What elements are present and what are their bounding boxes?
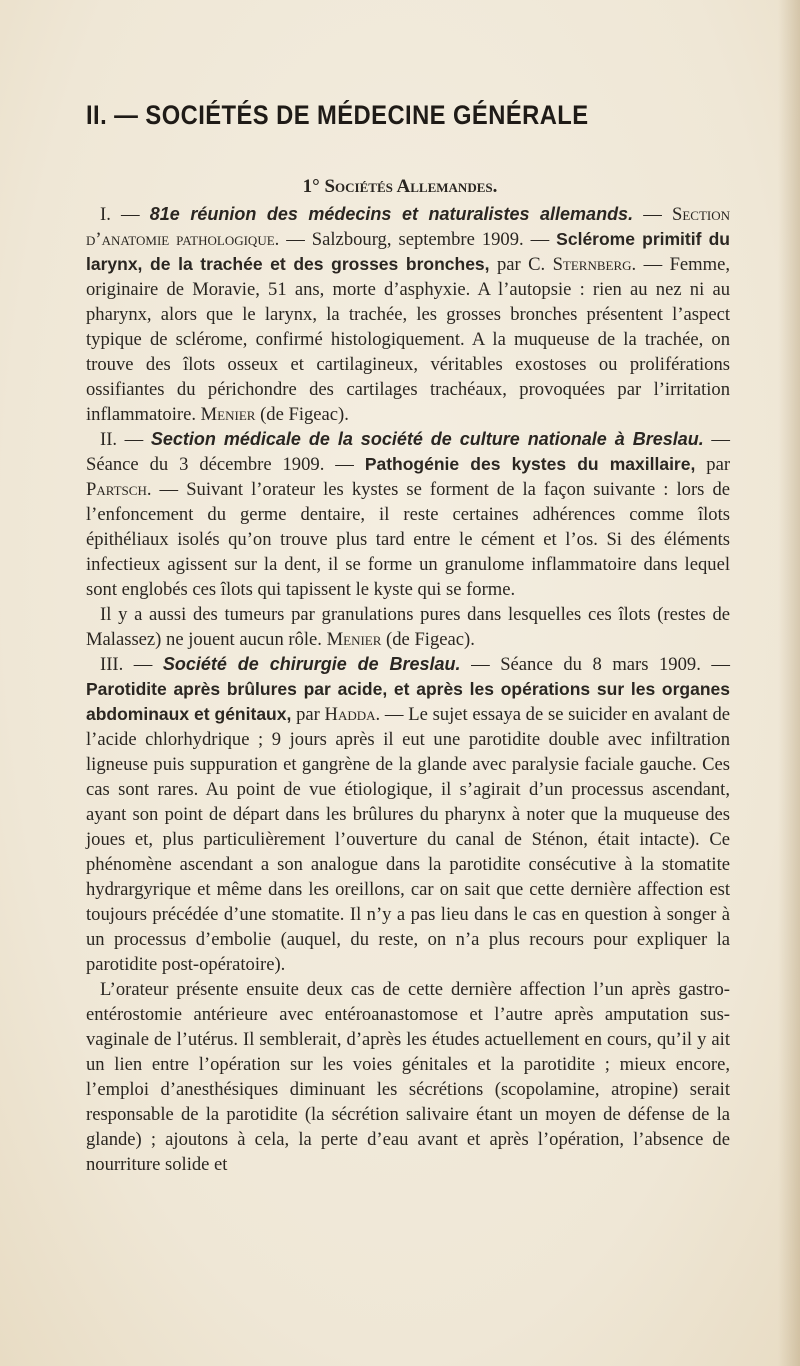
section-name: Section d’anatomie pathologique. xyxy=(86,204,731,250)
paragraph-text: — Suivant l’orateur les kystes se forment de la façon suivante : lors de l’enfoncement du germe dentaire, il reste certaines adhérences comme îlots épithéliaux isolés qu’on trouve plus tard entre le cément et l’os. Si des éléments infectieux agissent sur la dent, il se forme un granulome inflammatoire dans lequel sont englobés ces îlots qui tapissent le kyste qui se forme. xyxy=(86,479,730,600)
article-title: Sclérome primitif du larynx, de la trachée et des grosses bronches, xyxy=(86,229,730,274)
text-run: (de Figeac). xyxy=(381,629,475,650)
text-run: — Salzbourg, septembre 1909. — xyxy=(279,229,557,250)
paragraph-4 xyxy=(86,652,730,977)
society-title: Société de chirurgie de Breslau. xyxy=(162,654,461,674)
paragraph-text: L’orateur présente ensuite deux cas de cette dernière affection l’un après gastro-entérostomie antérieure avec entéroanastomose et l’autre après amputation sus-vaginale de l’utérus. Il semblerait, d’après les études actuellement en cours, qu’il y ait un lien entre l’opération sur les voies génitales et la parotidite ; mieux encore, l’emploi d’anesthésiques diminuant les sécrétions (scopolamine, atropine) serait responsable de la parotidite (la sécrétion salivaire étant un moyen de défense de la glande) ; ajoutons à cela, la perte d’eau avant et après l’opération, l’absence de nourriture solide et xyxy=(86,979,730,1175)
text-run: — xyxy=(633,204,673,225)
text-run: par xyxy=(695,454,731,475)
text-run: par xyxy=(291,704,325,725)
article-body xyxy=(86,202,730,1177)
society-title: Section médicale de la société de culture nationale à Breslau. xyxy=(150,429,704,449)
author-name: Hadda. xyxy=(324,704,381,725)
reviewer-name: Menier xyxy=(200,404,256,425)
text-run: — Séance du 3 décembre 1909. — xyxy=(86,429,730,475)
text-run: (de Figeac). xyxy=(255,404,349,425)
text-run: par C. xyxy=(489,254,553,275)
subsection-heading: 1° Sociétés Allemandes. xyxy=(302,176,498,197)
paragraph-text: — Femme, originaire de Moravie, 51 ans, morte d’asphyxie. A l’autopsie : rien au nez ni au pharynx, alors que le larynx, la trachée, les grosses bronches présentent l’aspect typique de sclérome, confirmé histologiquement. A la muqueuse de la trachée, on trouve des îlots osseux et cartilagineux, véritables exostoses ou proliférations ossifiantes du périchondre des cartilages trachéaux, provoquées par l’irritation inflammatoire. xyxy=(86,254,731,425)
article-title: Pathogénie des kystes du maxillaire, xyxy=(364,454,696,474)
item-number: I. — xyxy=(100,204,150,225)
paragraph-text: — Le sujet essaya de se suicider en avalant de l’acide chlorhydrique ; 9 jours après il eut une parotidite double avec infiltration ligneuse puis suppuration et gangrène de la glande avec paralysie faciale gauche. Ces cas sont rares. Au point de vue étiologique, il s’agirait d’un processus ascendant, ayant son point de départ dans les brûlures du pharynx à noter que la muqueuse des joues et, plus particulièrement l’ouverture du canal de Sténon, était intacte). Ce phénomène ascendant a son analogue dans la parotidite consécutive à la stomatite hydrargyrique et même dans les oreillons, car on sait que cette dernière affection est toujours précédée d’une stomatite. Il n’y a pas lieu dans le cas en question à songer à un processus d’embolie (auquel, du reste, on n’a plus recours pour expliquer la parotidite post-opératoire). xyxy=(86,704,730,975)
item-number: III. — xyxy=(100,654,163,675)
paragraph-text: Il y a aussi des tumeurs par granulations pures dans lesquelles ces îlots (restes de Malassez) ne jouent aucun rôle. xyxy=(86,604,730,650)
author-name: Sternberg. xyxy=(552,254,637,275)
paragraph-5 xyxy=(86,977,730,1177)
article-title: Parotidite après brûlures par acide, et après les opérations sur les organes abdominaux et génitaux, xyxy=(86,679,730,724)
paragraph-2 xyxy=(86,427,730,602)
author-name: Partsch. xyxy=(86,479,152,500)
text-run: — Séance du 8 mars 1909. — xyxy=(460,654,730,675)
paragraph-3 xyxy=(86,602,730,652)
section-heading: II. — SOCIÉTÉS DE MÉDECINE GÉNÉRALE xyxy=(86,100,589,130)
paragraph-1 xyxy=(86,202,730,427)
item-number: II. — xyxy=(100,429,151,450)
congress-title: 81e réunion des médecins et naturalistes allemands. xyxy=(149,204,634,224)
reviewer-name: Menier xyxy=(326,629,382,650)
